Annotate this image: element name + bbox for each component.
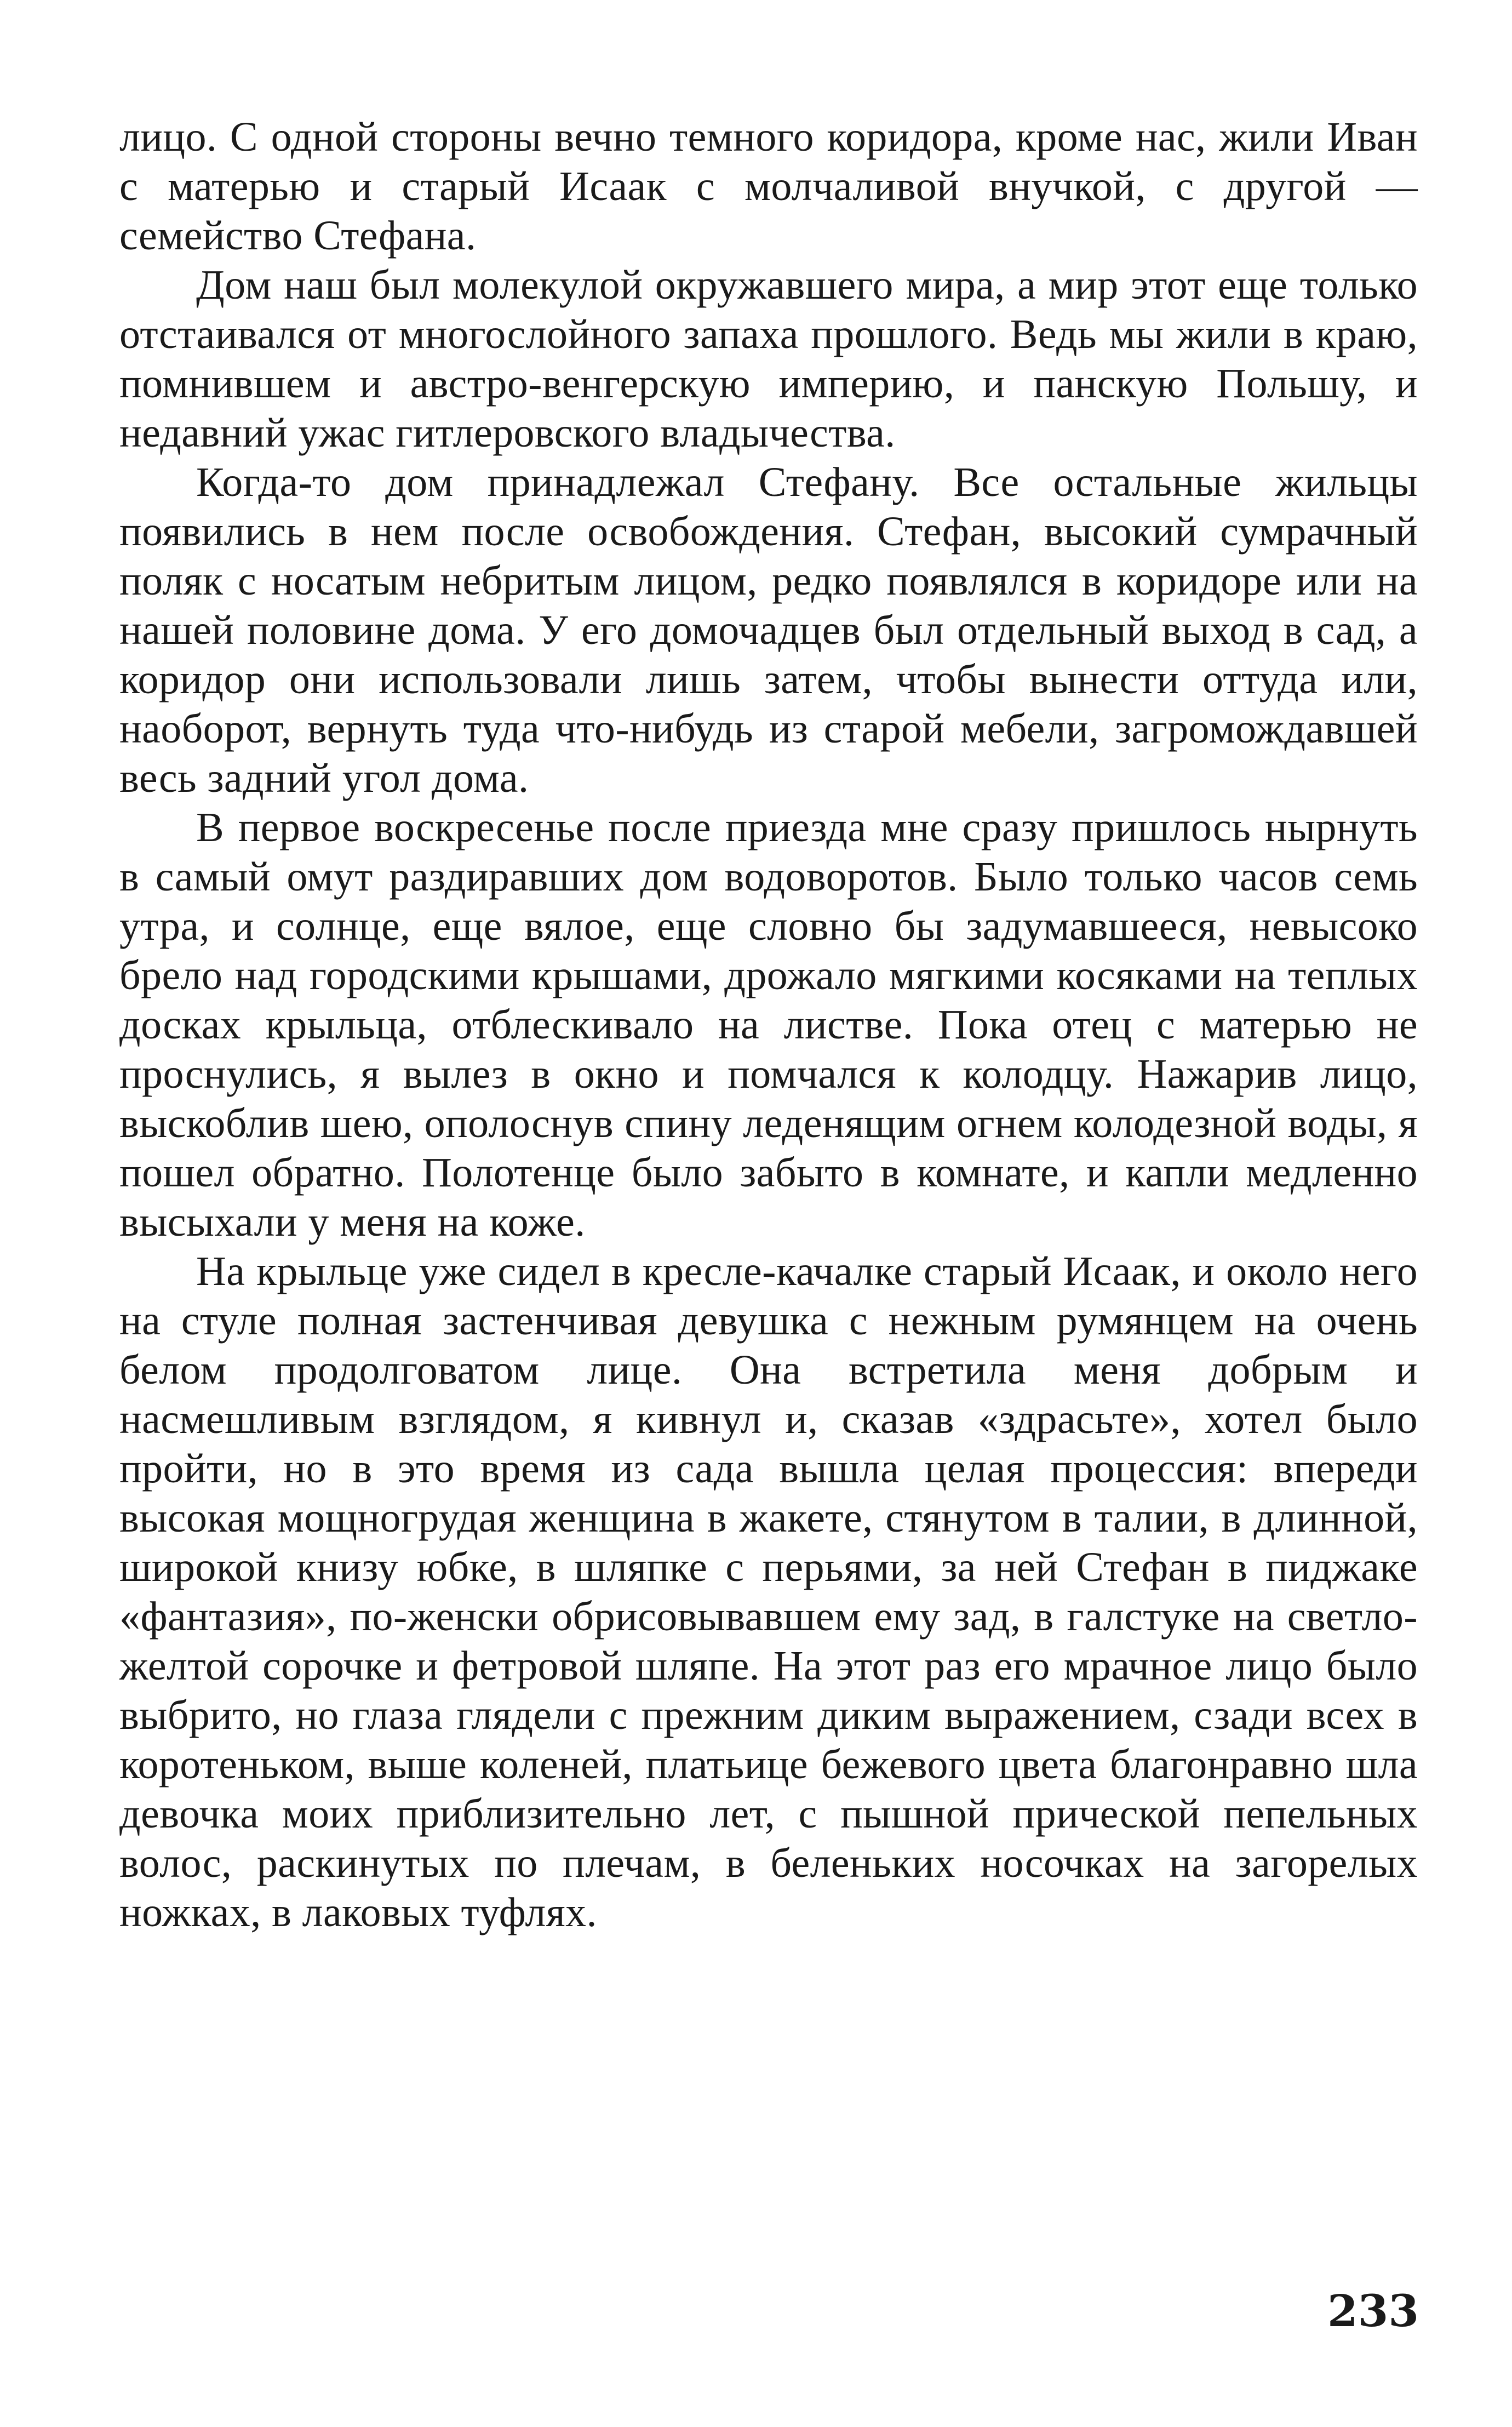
paragraph-5: На крыльце уже сидел в кресле-качалке старый Исаак, и около него на стуле полная застенчивая девушка с нежным румянцем на очень белом продолговатом лице. Она встретила меня добрым и насмешливым взглядом, я кивнул и, сказав «здрасьте», хотел было пройти, но в это время из сада вышла целая процессия: впереди высокая мощногрудая женщина в жакете, стянутом в талии, в длинной, широкой книзу юбке, в шляпке с перьями, за ней Стефан в пиджаке «фантазия», по-женски обрисовывавшем ему зад, в галстуке на светло-желтой сорочке и фетровой шляпе. На этот раз его мрачное лицо было выбрито, но глаза глядели с прежним диким выражением, сзади всех в коротеньком, выше коленей, платьице бежевого цвета благонравно шла девочка моих приблизительно лет, с пышной прической пепельных волос, раскинутых по плечам, в беленьких носочках на загорелых ножках, в лаковых туфлях. bbox=[119, 1248, 1418, 1935]
page-number: 233 bbox=[1327, 2285, 1419, 2337]
paragraph-2: Дом наш был молекулой окружавшего мира, а мир этот еще только отстаивался от многослойного запаха прошлого. Ведь мы жили в краю, помнившем и австро-венгерскую империю, и панскую Польшу, и недавний ужас гитлеровского владычества. bbox=[119, 262, 1418, 456]
paragraph-1: лицо. С одной стороны вечно темного коридора, кроме нас, жили Иван с матерью и старый Исаак с молчаливой внучкой, с другой — семейство Стефана. bbox=[119, 114, 1418, 259]
body-text bbox=[119, 112, 1418, 1937]
paragraph-4: В первое воскресенье после приезда мне сразу пришлось нырнуть в самый омут раздиравших дом водоворотов. Было только часов семь утра, и солнце, еще вялое, еще словно бы задумавшееся, невысоко брело над городскими крышами, дрожало мягкими косяками на теплых досках крыльца, отблескивало на листве. Пока отец с матерью не проснулись, я вылез в окно и помчался к колодцу. Нажарив лицо, выскоблив шею, ополоснув спину леденящим огнем колодезной воды, я пошел обратно. Полотенце было забыто в комнате, и капли медленно высыхали у меня на коже. bbox=[119, 804, 1418, 1245]
paragraph-3: Когда-то дом принадлежал Стефану. Все остальные жильцы появились в нем после освобождения. Стефан, высокий сумрачный поляк с носатым небритым лицом, редко появлялся в коридоре или на нашей половине дома. У его домочадцев был отдельный выход в сад, а коридор они использовали лишь затем, чтобы вынести оттуда или, наоборот, вернуть туда что-нибудь из старой мебели, загромождавшей весь задний угол дома. bbox=[119, 459, 1418, 801]
